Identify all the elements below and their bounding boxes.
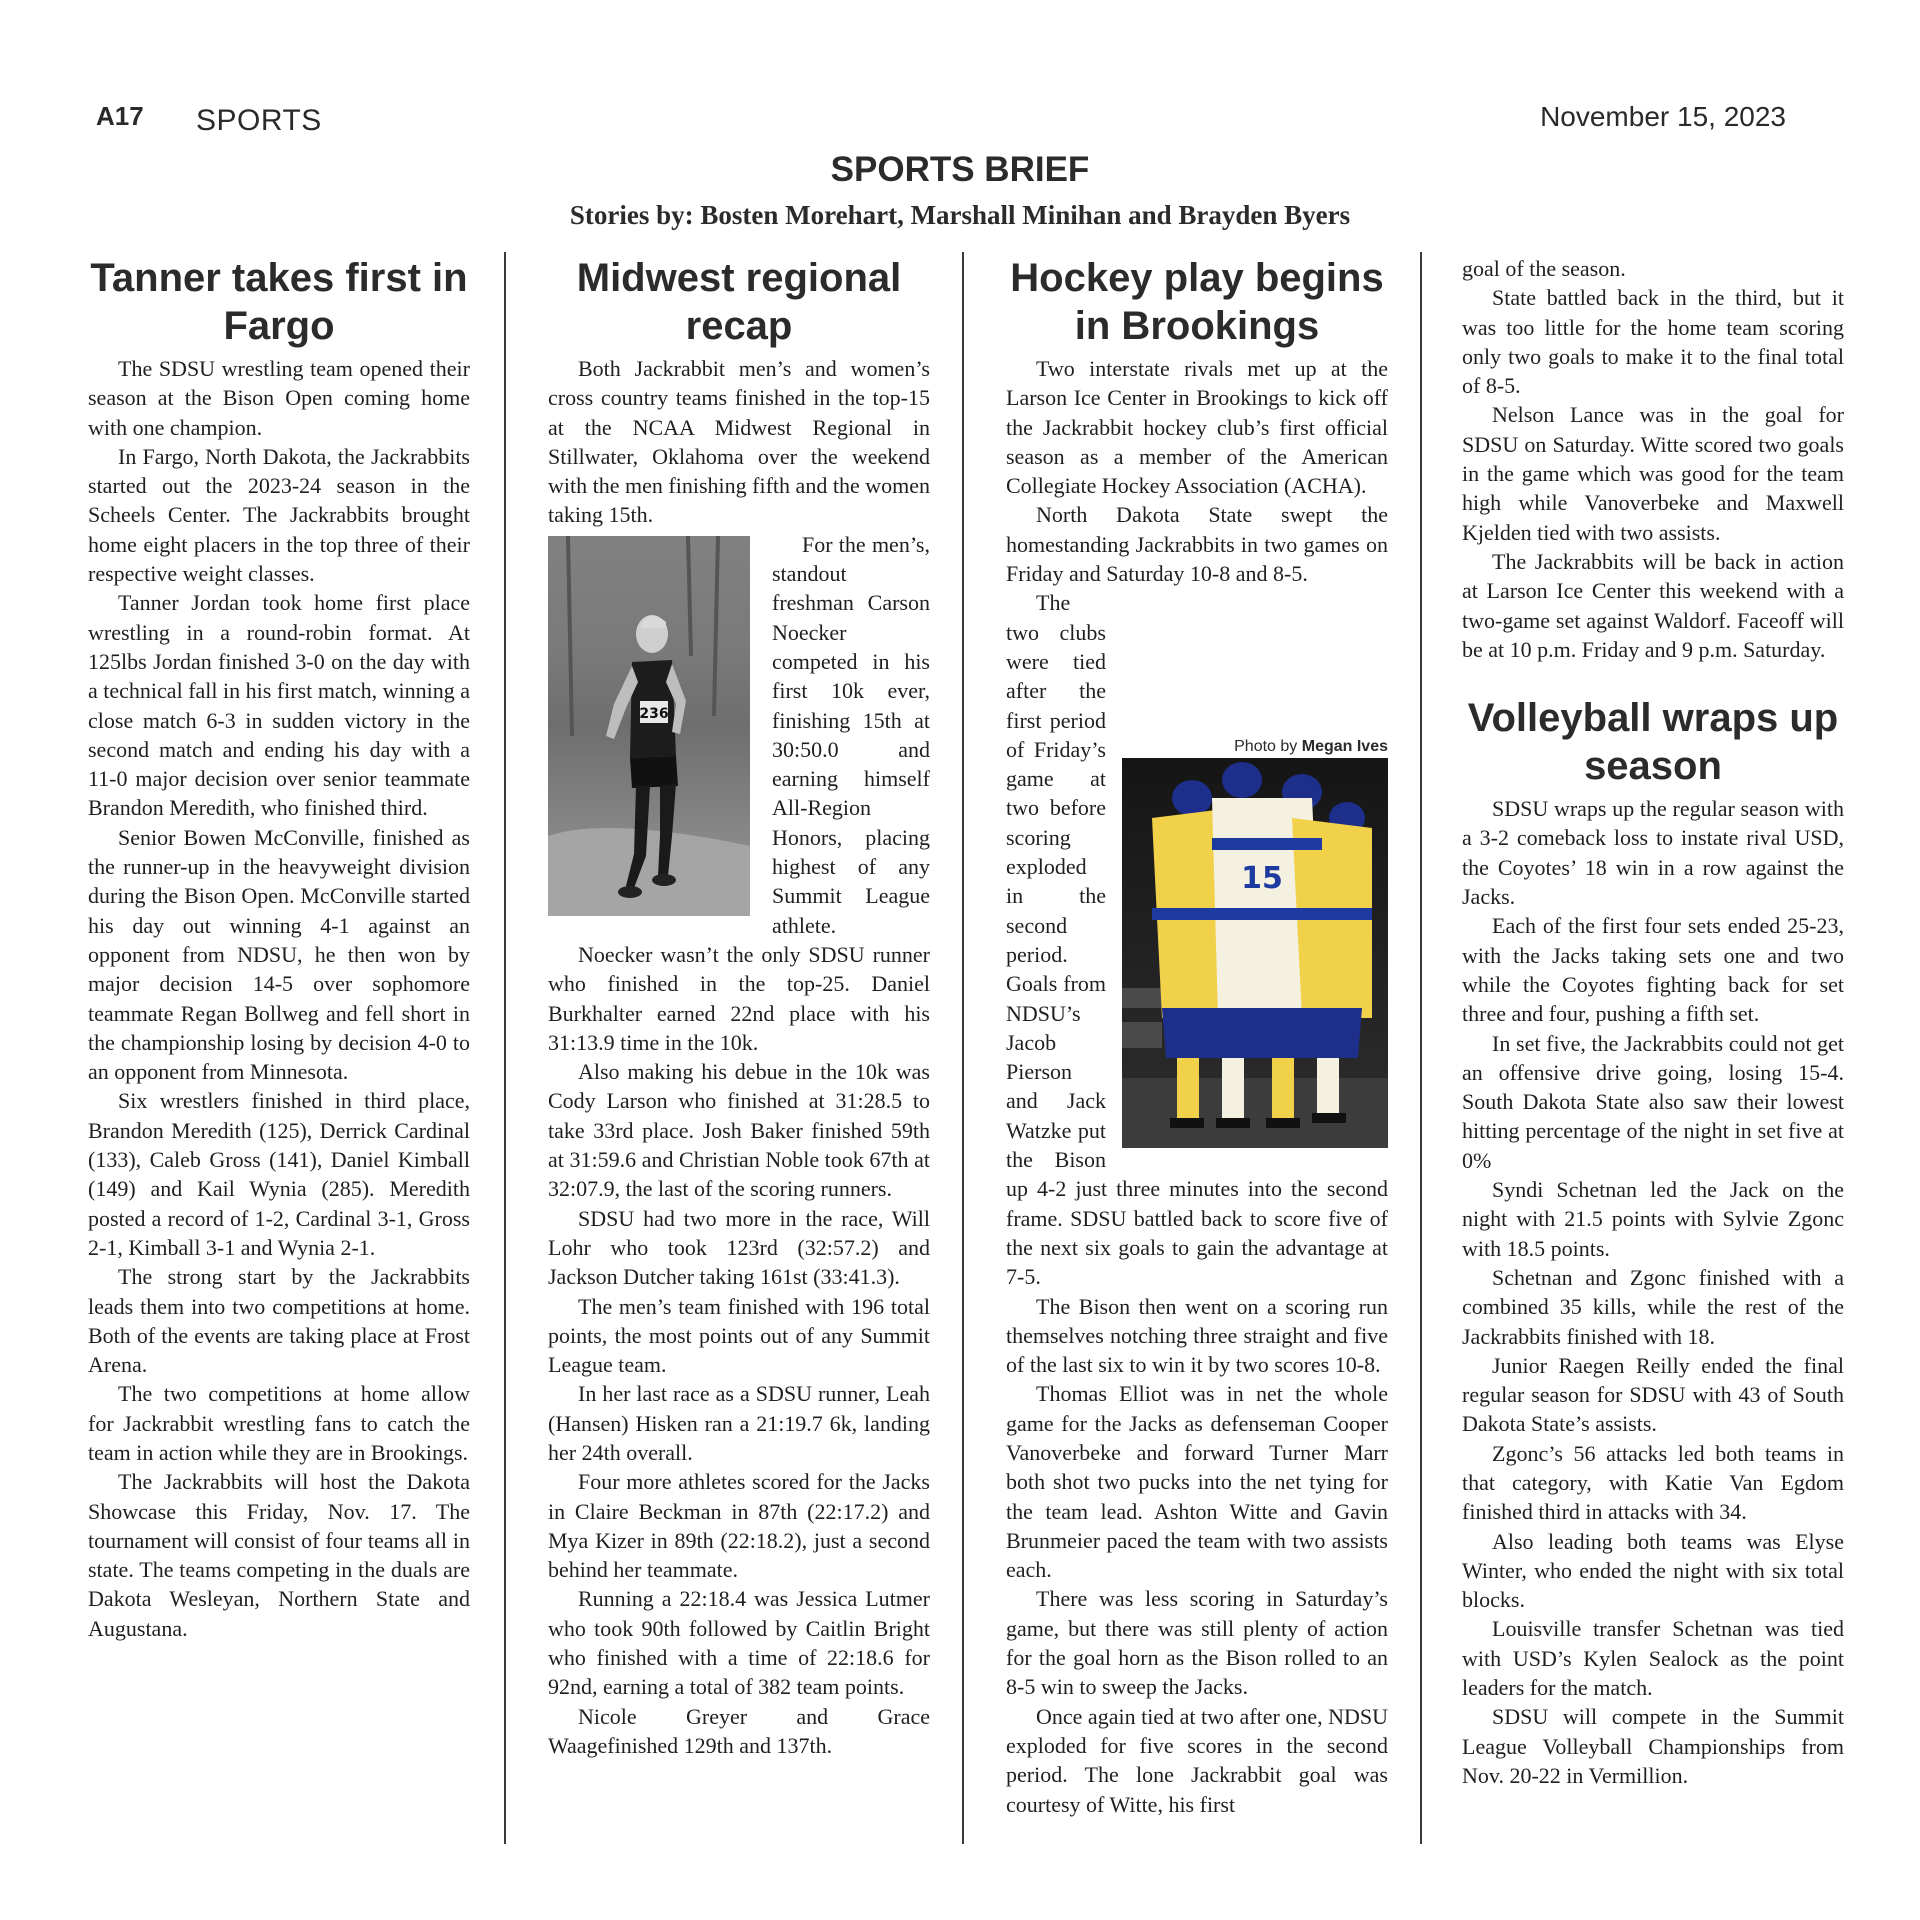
continued-column: [1462, 254, 1844, 1790]
hockey-headline: Hockey play begins in Brookings: [1010, 256, 1384, 348]
article-paragraph: The two clubs were tied after the first period of Friday’s game at two before scoring exploded in the second period. Goals from NDSU’s Jacob Pierson and Jack Watzke put the Bison up 4-2 just three minutes into the second frame. SDSU battled back to score five of the next six goals to gain the advantage at 7-5.: [1006, 590, 1388, 1290]
article-paragraph: Each of the first four sets ended 25-23, with the Jacks taking sets one and two while the Coyotes fighting back for set three and four, pushing a fifth set.: [1462, 913, 1844, 1027]
article-paragraph: SDSU wraps up the regular season with a 3-2 comeback loss to instate rival USD, the Coyotes’ 18 win in a row against the Jacks.: [1462, 796, 1844, 910]
hockey-image: [1122, 758, 1388, 1148]
article-paragraph: Nelson Lance was in the goal for SDSU on Saturday. Witte scored two goals in the game which was good for the team high while Vanoverbeke and Maxwell Kjelden tied with two assists.: [1462, 402, 1844, 545]
volleyball-article: [1462, 694, 1844, 1790]
article-paragraph: Also making his debue in the 10k was Cody Larson who finished at 31:28.5 to take 33rd place. Josh Baker finished 59th at 31:59.6 and Christian Noble took 67th at 32:07.9, the last of the scoring runners.: [548, 1059, 930, 1202]
article-paragraph: Schetnan and Zgonc finished with a combined 35 kills, while the rest of the Jackrabbits finished with 18.: [1462, 1264, 1844, 1349]
column-rule: [962, 252, 964, 1844]
article-paragraph: State battled back in the third, but it was too little for the home team scoring only two goals to make it to the final total of 8-5.: [1462, 285, 1844, 399]
article-paragraph: Also leading both teams was Elyse Winter, who ended the night with six total blocks.: [1462, 1528, 1844, 1613]
bylines: Stories by: Bosten Morehart, Marshall Minihan and Brayden Byers: [569, 200, 1351, 230]
article-paragraph: For the men’s, standout freshman Carson Noecker competed in his first 10k ever, finishing 15th at 30:50.0 and earning himself All-Region Honors, placing highest of any Summit League athlete.: [772, 531, 930, 938]
article-paragraph: The men’s team finished with 196 total points, the most points out of any Summit League team.: [548, 1293, 930, 1378]
article-paragraph: The Bison then went on a scoring run themselves notching three straight and five of the last six to win it by two scores 10-8.: [1006, 1293, 1388, 1378]
article-paragraph: SDSU will compete in the Summit League Volleyball Championships from Nov. 20-22 in Vermillion.: [1462, 1704, 1844, 1788]
hockey-article: [1006, 254, 1388, 1819]
article-paragraph: Noecker wasn’t the only SDSU runner who finished in the top-25. Daniel Burkhalter earned 22nd place with his 31:13.9 time in the 10k.: [548, 941, 930, 1055]
article-paragraph: Junior Raegen Reilly ended the final regular season for SDSU with 43 of South Dakota State’s assists.: [1462, 1352, 1844, 1437]
article-paragraph: The two competitions at home allow for Jackrabbit wrestling fans to catch the team in action while they are in Brookings.: [88, 1381, 470, 1465]
runner-photo: [548, 536, 750, 916]
article-paragraph: Two interstate rivals met up at the Larson Ice Center in Brookings to kick off the Jackrabbit hockey club’s first official season as a member of the American Collegiate Hockey Association (ACHA).: [1006, 356, 1388, 499]
article-paragraph: The Jackrabbits will be back in action at Larson Ice Center this weekend with a two-game set against Waldorf. Faceoff will be at 10 p.m. Friday and 9 p.m. Saturday.: [1462, 548, 1844, 662]
jersey-number: 15: [1241, 861, 1283, 897]
article-spacer: [1462, 664, 1844, 694]
volleyball-headline: Volleyball wraps up season: [1467, 696, 1839, 789]
section-name: SPORTS: [196, 104, 322, 137]
article-paragraph: Six wrestlers finished in third place, Brandon Meredith (125), Derrick Cardinal (133), Caleb Gross (141), Daniel Kimball (149) and Kail Wynia (285). Meredith posted a record of 1-2, Cardinal 3-1, Gross 2-1, Kimball 3-1 and Wynia 2-1.: [88, 1088, 470, 1260]
article-paragraph: Thomas Elliot was in net the whole game for the Jacks as defenseman Cooper Vanoverbeke and forward Turner Marr both shot two pucks into the net tying for the team lead. Ashton Witte and Gavin Brunmeier paced the team with two assists each.: [1006, 1381, 1388, 1583]
article-paragraph: Louisville transfer Schetnan was tied with USD’s Kylen Sealock as the point leaders for the match.: [1462, 1616, 1844, 1701]
article-paragraph: Both Jackrabbit men’s and women’s cross country teams finished in the top-15 at the NCAA Midwest Regional in Stillwater, Oklahoma over the weekend with the men finishing fifth and the women taking 15th.: [548, 356, 930, 528]
hockey-photo: [1122, 736, 1388, 1148]
article-paragraph: Tanner Jordan took home first place wrestling in a round-robin format. At 125lbs Jordan finished 3-0 on the day with a technical fall in his first match, winning a close match 6-3 in sudden victory in the second match and ending his day with a 11-0 major decision over senior teammate Brandon Meredith, who finished third.: [88, 590, 470, 821]
page-number: A17: [96, 101, 144, 131]
article-paragraph: The Jackrabbits will host the Dakota Showcase this Friday, Nov. 17. The tournament will consist of four teams all in state. The teams competing in the duals are Dakota Wesleyan, Northern State and Augustana.: [88, 1469, 470, 1641]
photo-credit-name: Megan Ives: [1301, 738, 1388, 756]
article-paragraph: goal of the season.: [1462, 256, 1626, 281]
article-paragraph: Senior Bowen McConville, finished as the runner-up in the heavyweight division during the Bison Open. McConville started his day out winning 4-1 against an opponent from NDSU, he then won by major decision 14-5 over sophomore teammate Regan Bollweg and fell short in the championship losing by decision 4-0 to an opponent from Minnesota.: [88, 824, 470, 1085]
article-paragraph: Nicole Greyer and Grace Waagefinished 129th and 137th.: [548, 1703, 930, 1758]
article-paragraph: In her last race as a SDSU runner, Leah (Hansen) Hisken ran a 21:19.7 6k, landing her 24th overall.: [548, 1381, 930, 1465]
article-paragraph: North Dakota State swept the homestanding Jackrabbits in two games on Friday and Saturday 10-8 and 8-5.: [1006, 502, 1388, 587]
photo-credit: [1122, 736, 1388, 758]
article-paragraph: In Fargo, North Dakota, the Jackrabbits started out the 2023-24 season in the Scheels Center. The Jackrabbits brought home eight placers in the top three of their respective weight classes.: [88, 443, 470, 587]
article-paragraph: In set five, the Jackrabbits could not get an offensive drive going, losing 15-4. South Dakota State also saw their lowest hitting percentage of the night in set five at 0%: [1462, 1030, 1844, 1173]
article-paragraph: There was less scoring in Saturday’s game, but there was still plenty of action for the goal horn as the Bison rolled to an 8-5 win to sweep the Jacks.: [1006, 1586, 1388, 1700]
wrestling-headline: Tanner takes first in Fargo: [90, 256, 468, 348]
cross-country-article: [548, 254, 930, 1760]
article-paragraph: Running a 22:18.4 was Jessica Lutmer who took 90th followed by Caitlin Bright who finished with a time of 22:18.6 for 92nd, earning a total of 382 team points.: [548, 1586, 930, 1700]
brief-title: SPORTS BRIEF: [830, 150, 1090, 189]
issue-date: November 15, 2023: [1540, 101, 1786, 132]
article-paragraph: Four more athletes scored for the Jacks in Claire Beckman in 87th (22:17.2) and Mya Kizer in 89th (22:18.2), just a second behind her teammate.: [548, 1469, 930, 1583]
article-paragraph: The SDSU wrestling team opened their season at the Bison Open coming home with one champion.: [88, 356, 470, 440]
cross-country-headline: Midwest regional recap: [576, 256, 902, 348]
article-paragraph: The strong start by the Jackrabbits leads them into two competitions at home. Both of the events are taking place at Frost Arena.: [88, 1264, 470, 1378]
article-paragraph: Zgonc’s 56 attacks led both teams in that category, with Katie Van Egdom finished third in attacks with 34.: [1462, 1440, 1844, 1525]
runner-bib-number: 236: [639, 705, 669, 722]
article-paragraph: Syndi Schetnan led the Jack on the night with 21.5 points with Sylvie Zgonc with 18.5 points.: [1462, 1177, 1844, 1261]
article-paragraph: SDSU had two more in the race, Will Lohr who took 123rd (32:57.2) and Jackson Dutcher taking 161st (33:41.3).: [548, 1205, 930, 1290]
wrestling-article: [88, 254, 470, 1643]
column-rule: [1420, 252, 1422, 1844]
column-rule: [504, 252, 506, 1844]
photo-credit-prefix: Photo by: [1234, 738, 1298, 756]
runner-image: [548, 536, 750, 916]
article-paragraph: Once again tied at two after one, NDSU exploded for five scores in the second period. The lone Jackrabbit goal was courtesy of Witte, his first: [1006, 1703, 1388, 1817]
